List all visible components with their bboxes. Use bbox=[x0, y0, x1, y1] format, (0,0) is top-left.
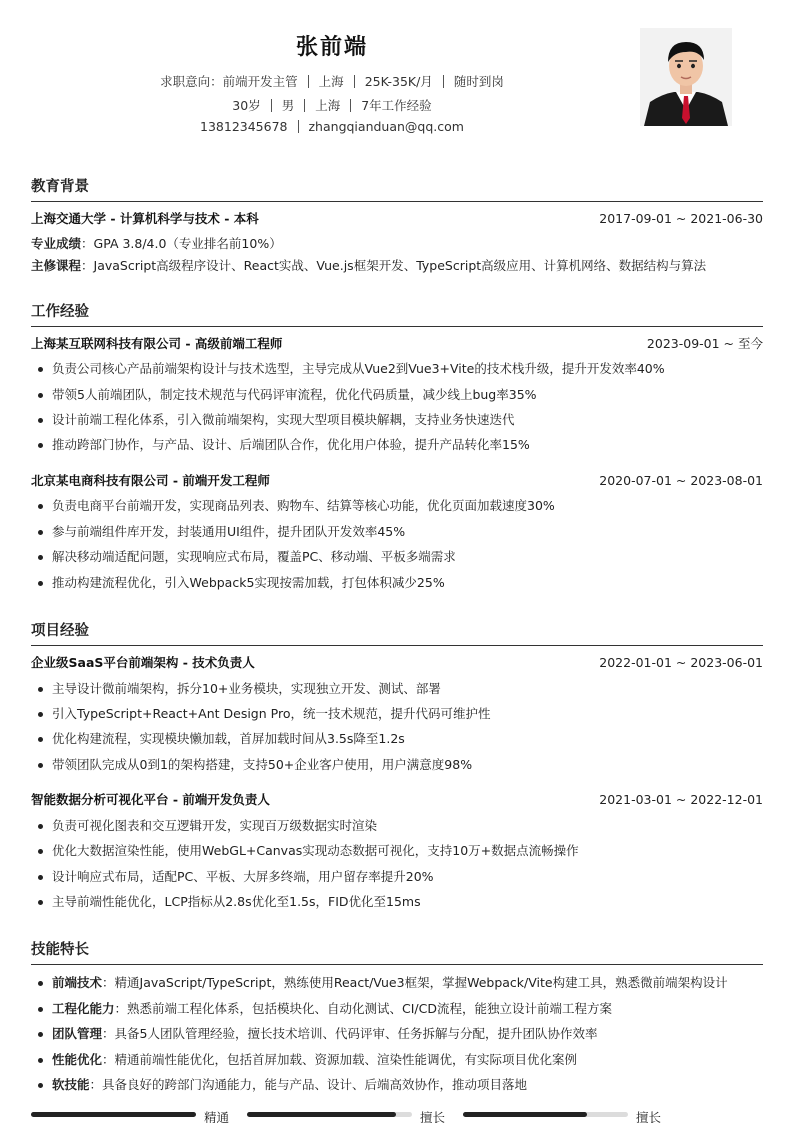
courses-value: ：JavaScript高级程序设计、React实战、Vue.js框架开发、TypeScript高级应用、计算机网络、数据结构与算法 bbox=[81, 258, 707, 273]
score-label: 专业成绩 bbox=[31, 236, 82, 251]
experience-years: 7年工作经验 bbox=[361, 98, 432, 113]
job-date: 2023-09-01 ~ 至今 bbox=[646, 336, 763, 351]
project-bullet: 主导设计微前端架构，拆分10+业务模块，实现独立开发、测试、部署 bbox=[36, 681, 763, 697]
project-title: 企业级SaaS平台前端架构 - 技术负责人 bbox=[31, 655, 255, 670]
skill-text: ：精通JavaScript/TypeScript，熟练使用React/Vue3框架，掌握Webpack/Vite构建工具，熟悉微前端架构设计 bbox=[102, 975, 728, 990]
skill-text: ：精通前端性能优化，包括首屏加载、资源加载、渲染性能调优，有实际项目优化案例 bbox=[102, 1052, 578, 1067]
project-title: 智能数据分析可视化平台 - 前端开发负责人 bbox=[31, 792, 270, 807]
skill-item bbox=[36, 1077, 763, 1093]
skill-level-fill bbox=[463, 1112, 587, 1117]
job-bullet: 带领5人前端团队，制定技术规范与代码评审流程，优化代码质量，减少线上bug率35% bbox=[36, 387, 763, 403]
location: 上海 bbox=[315, 98, 341, 113]
availability: 随时到岗 bbox=[453, 74, 504, 89]
education-date: 2017-09-01 ~ 2021-06-30 bbox=[599, 211, 763, 226]
project-date: 2021-03-01 ~ 2022-12-01 bbox=[599, 792, 763, 807]
section-title-projects: 项目经验 bbox=[31, 619, 763, 646]
education-courses bbox=[31, 258, 763, 274]
contact-line bbox=[0, 119, 664, 134]
project-bullet: 负责可视化图表和交互逻辑开发，实现百万级数据实时渲染 bbox=[36, 818, 763, 834]
skill-level-label: 擅长 bbox=[636, 1110, 662, 1123]
job-date: 2020-07-01 ~ 2023-08-01 bbox=[599, 473, 763, 488]
salary: 25K-35K/月 bbox=[364, 74, 433, 89]
skill-item bbox=[36, 1001, 763, 1017]
job-intent: 求职意向：前端开发主管 bbox=[160, 74, 298, 89]
skill-level-fill bbox=[247, 1112, 396, 1117]
skill-label: 团队管理 bbox=[52, 1026, 103, 1041]
skill-text: ：具备良好的跨部门沟通能力，能与产品、设计、后端高效协作，推动项目落地 bbox=[89, 1077, 528, 1092]
section-title-education: 教育背景 bbox=[31, 175, 763, 202]
skill-level-label: 擅长 bbox=[420, 1110, 446, 1123]
skill-item bbox=[36, 1052, 763, 1068]
project-bullet: 带领团队完成从0到1的架构搭建，支持50+企业客户使用，用户满意度98% bbox=[36, 757, 763, 773]
skill-level-fill bbox=[31, 1112, 196, 1117]
section-title-skills: 技能特长 bbox=[31, 938, 763, 965]
job-bullet: 推动跨部门协作，与产品、设计、后端团队合作，优化用户体验，提升产品转化率15% bbox=[36, 437, 763, 453]
age: 30岁 bbox=[232, 98, 261, 113]
project-bullet: 设计响应式布局，适配PC、平板、大屏多终端，用户留存率提升20% bbox=[36, 869, 763, 885]
job-entry bbox=[31, 336, 763, 352]
job-title: 上海某互联网科技有限公司 - 高级前端工程师 bbox=[31, 336, 283, 351]
project-date: 2022-01-01 ~ 2023-06-01 bbox=[599, 655, 763, 670]
education-school: 上海交通大学 - 计算机科学与技术 - 本科 bbox=[31, 211, 259, 226]
skill-text: ：具备5人团队管理经验，擅长技术培训、代码评审、任务拆解与分配，提升团队协作效率 bbox=[102, 1026, 598, 1041]
project-entry bbox=[31, 655, 763, 671]
job-bullet: 设计前端工程化体系，引入微前端架构，实现大型项目模块解耦，支持业务快速迭代 bbox=[36, 412, 763, 428]
avatar bbox=[640, 28, 732, 126]
skill-level-label: 精通 bbox=[204, 1110, 230, 1123]
skill-item bbox=[36, 1026, 763, 1042]
job-entry bbox=[31, 473, 763, 489]
skill-level-bar bbox=[247, 1112, 412, 1118]
job-city: 上海 bbox=[318, 74, 344, 89]
project-bullet: 主导前端性能优化，LCP指标从2.8s优化至1.5s，FID优化至15ms bbox=[36, 894, 763, 910]
job-bullet: 参与前端组件库开发，封装通用UI组件，提升团队开发效率45% bbox=[36, 524, 763, 540]
gender: 男 bbox=[281, 98, 295, 113]
skill-label: 性能优化 bbox=[52, 1052, 103, 1067]
avatar-illustration bbox=[640, 28, 732, 126]
project-bullet: 优化大数据渲染性能，使用WebGL+Canvas实现动态数据可视化，支持10万+数据点流畅操作 bbox=[36, 843, 763, 859]
project-entry bbox=[31, 792, 763, 808]
skill-label: 前端技术 bbox=[52, 975, 103, 990]
resume-header bbox=[0, 0, 794, 150]
skill-text: ：熟悉前端工程化体系，包括模块化、自动化测试、CI/CD流程，能独立设计前端工程方案 bbox=[114, 1001, 612, 1016]
skill-label: 工程化能力 bbox=[52, 1001, 115, 1016]
email: zhangqianduan@qq.com bbox=[308, 119, 464, 134]
job-bullet: 推动构建流程优化，引入Webpack5实现按需加载，打包体积减少25% bbox=[36, 575, 763, 591]
score-value: ：GPA 3.8/4.0（专业排名前10%） bbox=[81, 236, 282, 251]
project-bullet: 优化构建流程，实现模块懒加载，首屏加载时间从3.5s降至1.2s bbox=[36, 731, 763, 747]
project-bullet: 引入TypeScript+React+Ant Design Pro，统一技术规范，提升代码可维护性 bbox=[36, 706, 763, 722]
courses-label: 主修课程 bbox=[31, 258, 82, 273]
education-score bbox=[31, 236, 763, 252]
job-title: 北京某电商科技有限公司 - 前端开发工程师 bbox=[31, 473, 270, 488]
personal-info-line bbox=[0, 96, 664, 114]
skill-level-bar bbox=[31, 1112, 196, 1118]
job-bullet: 负责电商平台前端开发，实现商品列表、购物车、结算等核心功能，优化页面加载速度30% bbox=[36, 498, 763, 514]
section-title-work: 工作经验 bbox=[31, 300, 763, 327]
skill-label: 软技能 bbox=[52, 1077, 90, 1092]
candidate-name: 张前端 bbox=[295, 35, 368, 60]
skill-item bbox=[36, 975, 763, 991]
job-bullet: 负责公司核心产品前端架构设计与技术选型，主导完成从Vue2到Vue3+Vite的技术栈升级，提升开发效率40% bbox=[36, 361, 763, 377]
skill-level-bar bbox=[463, 1112, 628, 1118]
job-bullet: 解决移动端适配问题，实现响应式布局，覆盖PC、移动端、平板多端需求 bbox=[36, 549, 763, 565]
phone: 13812345678 bbox=[200, 119, 288, 134]
education-entry bbox=[31, 211, 763, 227]
job-intent-line bbox=[0, 72, 664, 90]
